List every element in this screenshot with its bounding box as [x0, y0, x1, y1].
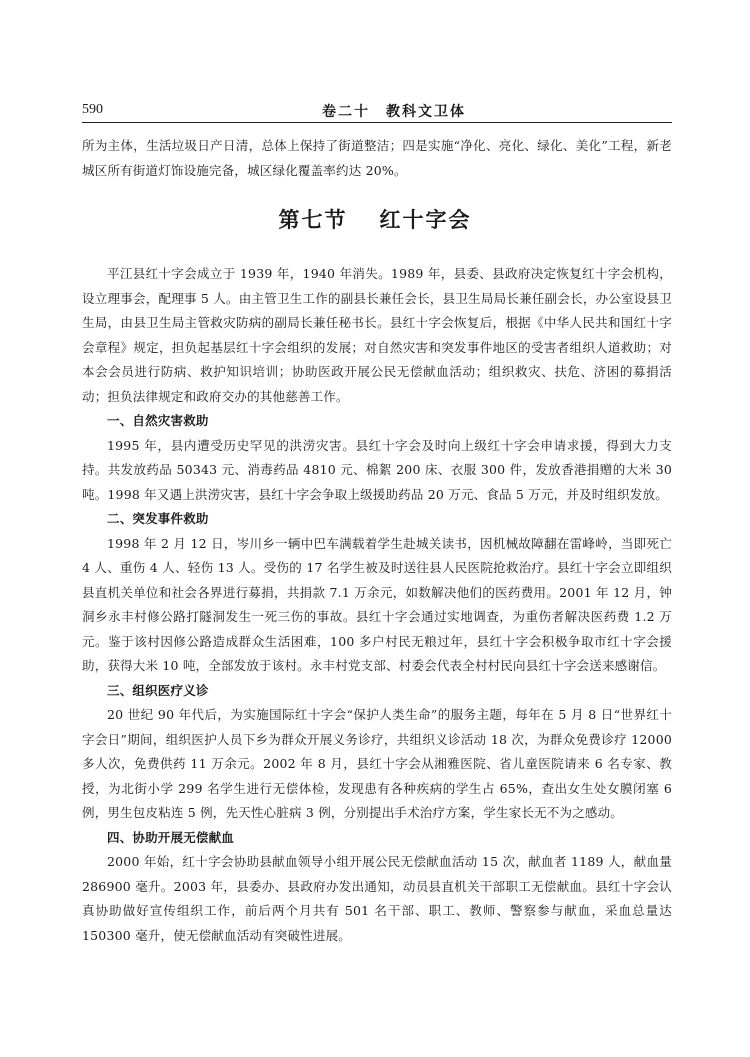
- running-title: 卷二十 教科文卫体: [322, 104, 466, 120]
- intro-paragraph: 平江县红十字会成立于 1939 年，1940 年消失。1989 年，县委、县政府决定恢复红十字会机构，设立理事会，配理事 5 人。由主管卫生工作的副县长兼任会长，县卫生局局长兼任副会长，办公室设县卫生局，由县卫生局主管救灾防病的副局长兼任秘书长。县红十字会恢复后，根据《中华人民共和国红十字会章程》规定，担负起基层红十字会组织的发展；对自然灾害和突发事件地区的受害者组织人道救助；对本会会员进行防病、救护知识培训；协助医政开展公民无偿献血活动；组织救灾、扶危、济困的募捐活动；担负法律规定和政府交办的其他慈善工作。: [82, 266, 672, 404]
- continuation-text: 所为主体，生活垃圾日产日清，总体上保持了街道整洁；四是实施“净化、亮化、绿化、美化”工程，新老城区所有街道灯饰设施完备，城区绿化覆盖率约达 20%。: [82, 138, 672, 178]
- subsection-text-blood-donation: 2000 年始，红十字会协助县献血领导小组开展公民无偿献血活动 15 次，献血者 1189 人，献血量 286900 毫升。2003 年，县委办、县政府办发出通知，动员县直机关干部职工无偿献血。县红十字会认真协助做好宣传组织工作，前后两个月共有 501 名干部、职工、教师、警察参与献血，采血总量达 150300 毫升，使无偿献血活动有突破性进展。: [82, 854, 672, 943]
- section-title: [0, 204, 750, 234]
- subsection-heading-blood-donation: 四、协助开展无偿献血: [107, 829, 235, 845]
- subsection-heading-emergency-relief: 二、突发事件救助: [107, 511, 209, 526]
- subsection-text-disaster-relief: 1995 年，县内遭受历史罕见的洪涝灾害。县红十字会及时向上级红十字会申请求援，得到大力支持。共发放药品 50343 元、消毒药品 4810 元、棉絮 200 床、衣服 300 件，发放香港捐赠的大米 30 吨。1998 年又遇上洪涝灾害，县红十字会争取上级援助药品 20 万元、食品 5 万元，并及时组织发放。: [82, 437, 672, 502]
- page-number: 590: [82, 102, 103, 117]
- page-header: [82, 100, 672, 123]
- continuation-paragraph: [82, 134, 672, 183]
- section-number: 第七节: [278, 207, 348, 232]
- section-name: 红十字会: [379, 207, 472, 232]
- section-body: [82, 262, 672, 948]
- subsection-heading-disaster-relief: 一、自然灾害救助: [107, 413, 209, 428]
- subsection-text-emergency-relief: 1998 年 2 月 12 日，岑川乡一辆中巴车满载着学生赴城关读书，因机械故障翻在雷峰岭，当即死亡 4 人、重伤 4 人、轻伤 13 人。受伤的 17 名学生被及时送往县人民医院抢救治疗。县红十字会立即组织县直机关单位和社会各界进行募捐，共捐款 7.1 万余元，如数解决他们的医药费用。2001 年 12 月，钟洞乡永丰村修公路打隧洞发生一死三伤的事故。县红十字会通过实地调查，为重伤者解决医药费 1.2 万元。鉴于该村因修公路造成群众生活困难，100 多户村民无粮过年，县红十字会积极争取市红十字会援助，获得大米 10 吨，全部发放于该村。永丰村党支部、村委会代表全村村民向县红十字会送来感谢信。: [82, 535, 672, 673]
- subsection-heading-medical-clinic: 三、组织医疗义诊: [107, 682, 209, 698]
- subsection-text-medical-clinic: 20 世纪 90 年代后，为实施国际红十字会“保护人类生命”的服务主题，每年在 5 月 8 日“世界红十字会日”期间，组织医护人员下乡为群众开展义务诊疗，共组织义诊活动 18 次，为群众免费诊疗 12000 多人次，免费供药 11 万余元。2002 年 8 月，县红十字会从湘雅医院、省儿童医院请来 6 名专家、教授，为北街小学 299 名学生进行无偿体检，发现患有各种疾病的学生占 65%，查出女生处女膜闭塞 6 例，男生包皮粘连 5 例，先天性心脏病 3 例，分别提出手术治疗方案，学生家长无不为之感动。: [82, 707, 672, 820]
